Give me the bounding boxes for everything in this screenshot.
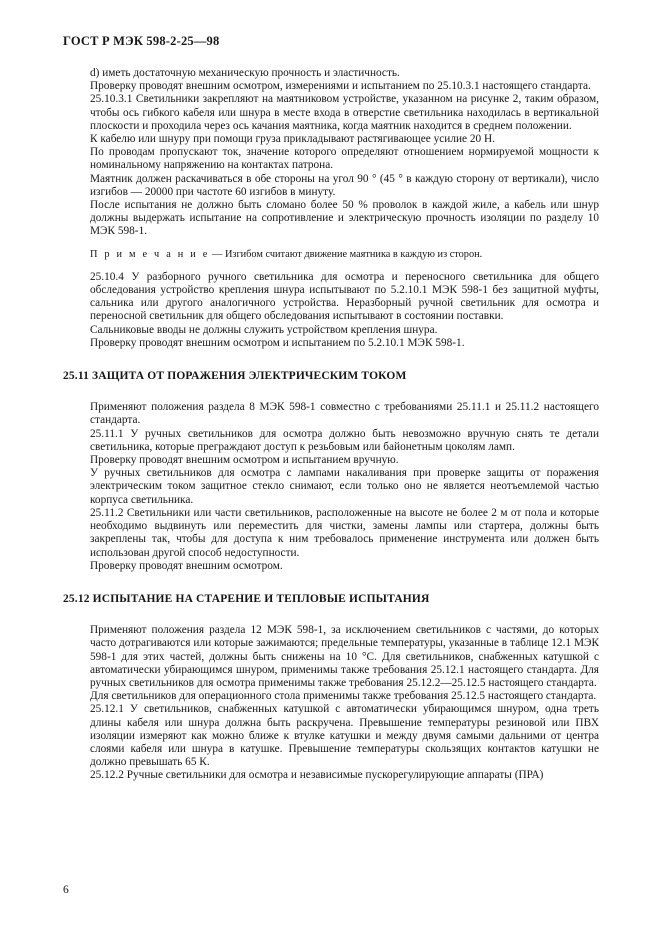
paragraph: Проверку проводят внешним осмотром. (90, 559, 283, 572)
paragraph: Проверку проводят внешним осмотром и испытанием вручную. (90, 454, 399, 467)
paragraph: 25.12.1 У светильников, снабженных катушкой с автоматически убирающимся шнуром, одна треть длины кабеля или шнура должна быть раскручена. Превышение температуры резиновой или ПВХ изоляции измеряют как можно ближе к втулке катушки и между двумя самыми дальними от центра слоями кабеля или шнура в катушке. Превышение температуры скользящих контактов катушки не должно превышать 65 К. (90, 703, 599, 769)
paragraph: По проводам пропускают ток, значение которого определяют отношением нормируемой мощности к номинальному напряжению на контактах патрона. (90, 146, 599, 172)
paragraph: У ручных светильников для осмотра с лампами накаливания при проверке защиты от поражения электрическим током защитное стекло снимают, если только оно не является неотъемлемой частью корпуса светильника. (90, 467, 599, 506)
paragraph: 25.12.2 Ручные светильники для осмотра и независимые пускорегулирующие аппараты (ПРА) (90, 769, 544, 782)
paragraph: 25.11.1 У ручных светильников для осмотра должно быть невозможно вручную снять те детали светильника, которые преграждают доступ к резьбовым или байонетным цоколям ламп. (90, 427, 599, 453)
paragraph: 25.10.4 У разборного ручного светильника для осмотра и переносного светильника для общего обследования устройство крепления шнура испытывают по 5.2.10.1 МЭК 598-1 без защитной муфты, сальника или другого аналогичного устройства. Неразборный ручной светильник для осмотра и переносной светильник для общего обследования испытывают в состоянии поставки. (90, 270, 599, 323)
paragraph: Применяют положения раздела 12 МЭК 598-1, за исключением светильников с частями, до которых часто дотрагиваются или которые зажимаются; предельные температуры, указанные в таблице 12.1 МЭК 598-1 для этих частей, должны быть снижены на 10 °С. Для светильников, снабженных катушкой с автоматически убирающимся шнуром, применимы также требования 25.12.1 настоящего стандарта. Для ручных светильников для осмотра применимы также требования 25.12.2—25.12.5 настоящего стандарта. (90, 624, 599, 689)
document-body (63, 67, 599, 783)
note-label: П р и м е ч а н и е (90, 248, 210, 260)
page-number: 6 (63, 884, 69, 896)
document-header: ГОСТ Р МЭК 598-2-25—98 (63, 34, 220, 48)
paragraph: Проверку проводят внешним осмотром, измерениями и испытанием по 25.10.3.1 настоящего стандарта. (90, 80, 591, 93)
paragraph: Сальниковые вводы не должны служить устройством крепления шнура. (90, 323, 438, 336)
paragraph: После испытания не должно быть сломано более 50 % проволок в каждой жиле, а кабель или шнур должны выдержать испытание на сопротивление и электрическую прочность изоляции по разделу 10 МЭК 598-1. (90, 199, 599, 238)
paragraph: 25.11.2 Светильники или части светильников, расположенные на высоте не более 2 м от пола и которые необходимо выдвинуть или переместить для чистки, замены лампы или стартера, должны быть закреплены так, чтобы для доступа к ним требовалось применение инструмента или должен быть использован другой способ недоступности. (90, 506, 599, 559)
section-heading: 25.12 ИСПЫТАНИЕ НА СТАРЕНИЕ И ТЕПЛОВЫЕ ИСПЫТАНИЯ (63, 592, 430, 605)
paragraph: 25.10.3.1 Светильники закрепляют на маятниковом устройстве, указанном на рисунке 2, таким образом, чтобы ось гибкого кабеля или шнура в месте входа в отверстие светильника находилась в вертикальной плоскости и проходила через ось качания маятника, когда маятник находится в среднем положении. (90, 93, 599, 132)
paragraph: Проверку проводят внешним осмотром и испытанием по 5.2.10.1 МЭК 598-1. (90, 336, 465, 349)
paragraph: d) иметь достаточную механическую прочность и эластичность. (90, 67, 400, 79)
note-text: — Изгибом считают движение маятника в каждую из сторон. (209, 248, 483, 260)
paragraph: К кабелю или шнуру при помощи груза прикладывают растягивающее усилие 20 Н. (90, 133, 495, 146)
paragraph: Для светильников для операционного стола применимы также требования 25.12.5 настоящего стандарта. (90, 690, 597, 703)
paragraph: Применяют положения раздела 8 МЭК 598-1 совместно с требованиями 25.11.1 и 25.11.2 настоящего стандарта. (90, 401, 599, 427)
paragraph: Маятник должен раскачиваться в обе стороны на угол 90 ° (45 ° в каждую сторону от вертикали), число изгибов — 20000 при частоте 60 изгибов в минуту. (90, 172, 599, 198)
note (90, 248, 599, 261)
section-heading: 25.11 ЗАЩИТА ОТ ПОРАЖЕНИЯ ЭЛЕКТРИЧЕСКИМ ТОКОМ (63, 370, 407, 383)
